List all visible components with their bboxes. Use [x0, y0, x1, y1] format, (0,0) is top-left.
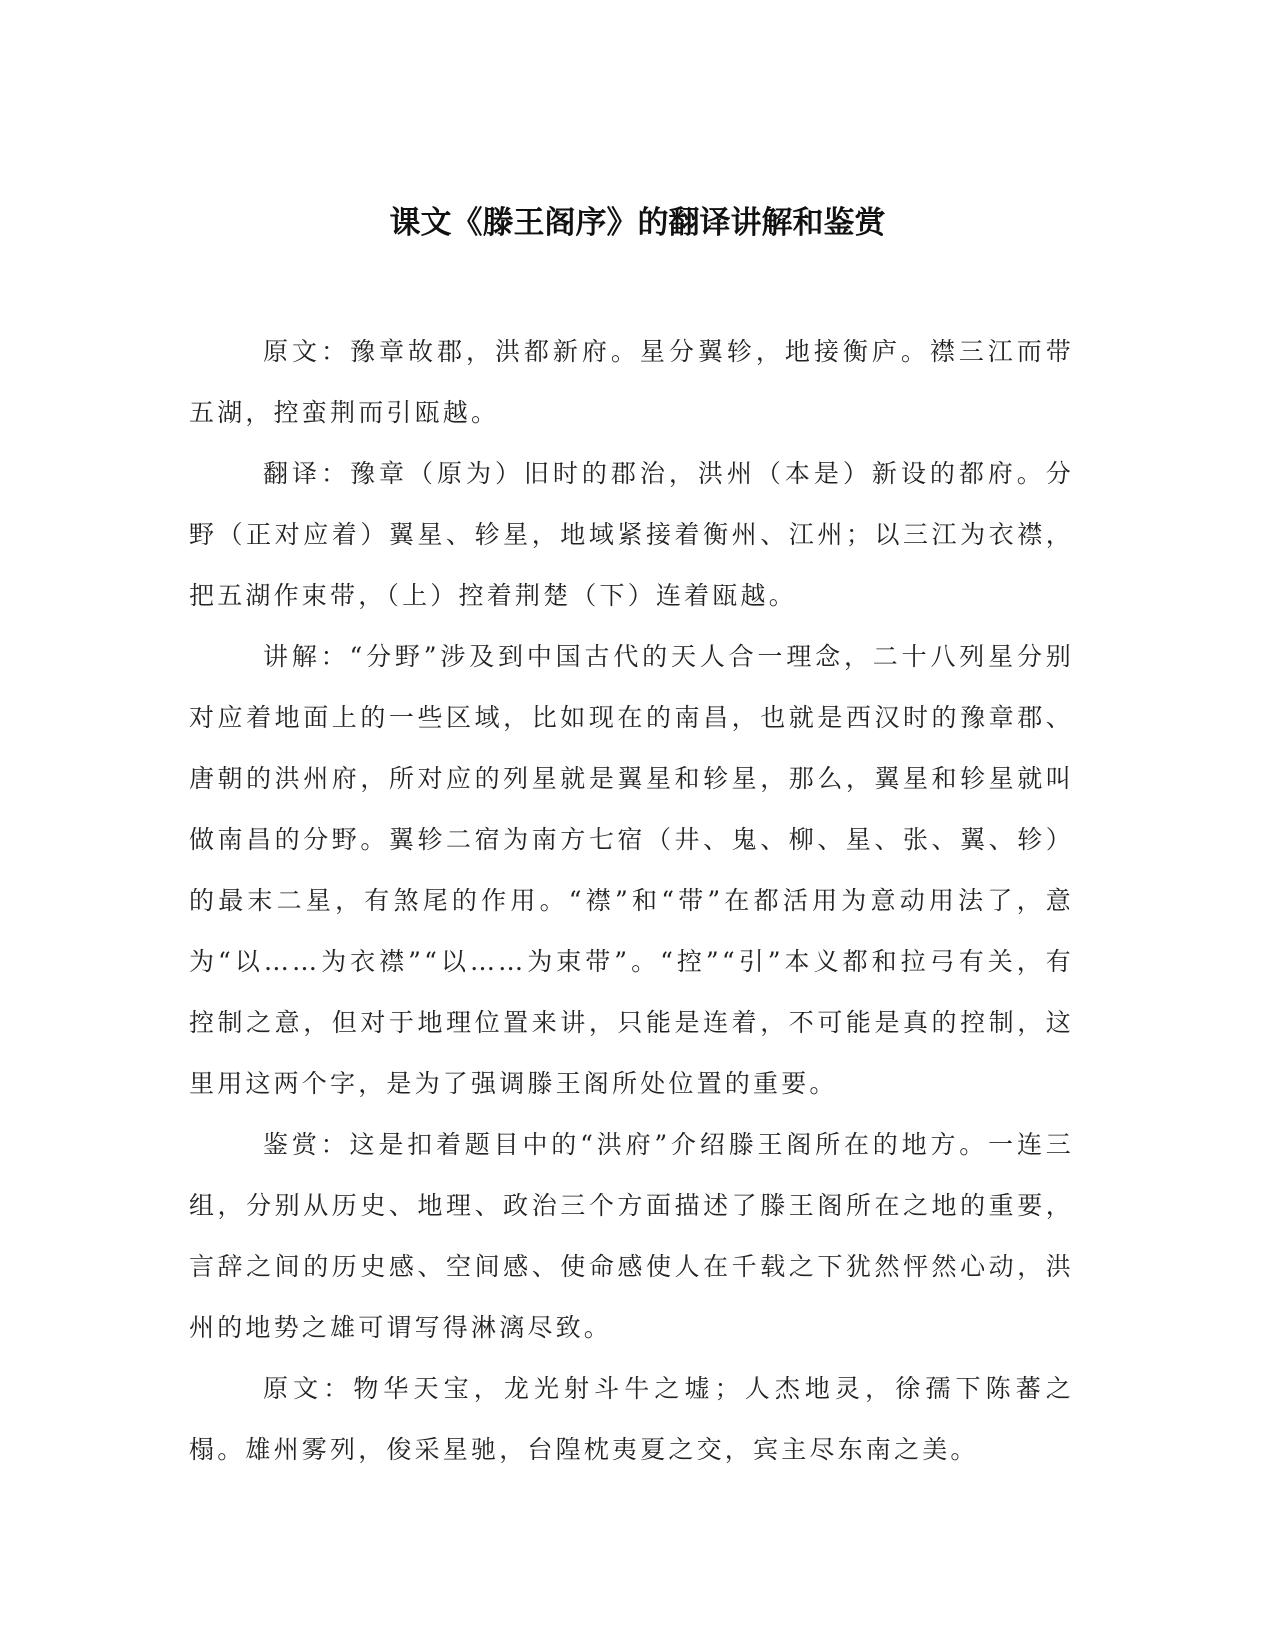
paragraph-original-text-2: 原文：物华天宝，龙光射斗牛之墟；人杰地灵，徐孺下陈蕃之榻。雄州雾列，俊采星驰，台隍枕夷夏之交，宾主尽东南之美。 — [189, 1374, 1074, 1464]
paragraph-translation: 翻译：豫章（原为）旧时的郡治，洪州（本是）新设的都府。分野（正对应着）翼星、轸星，地域紧接着衡州、江州；以三江为衣襟，把五湖作束带，（上）控着荆楚（下）连着瓯越。 — [189, 459, 1074, 610]
document-title: 课文《滕王阁序》的翻译讲解和鉴赏 — [389, 205, 886, 241]
paragraph-explanation: 讲解：“分野”涉及到中国古代的天人合一理念，二十八列星分别对应着地面上的一些区域，比如现在的南昌，也就是西汉时的豫章郡、唐朝的洪州府，所对应的列星就是翼星和轸星，那么，翼星和轸星就叫做南昌的分野。翼轸二宿为南方七宿（井、鬼、柳、星、张、翼、轸）的最末二星，有煞尾的作用。“襟”和“带”在都活用为意动用法了，意为“以……为衣襟”“以……为束带”。“控”“引”本义都和拉弓有关，有控制之意，但对于地理位置来讲，只能是连着，不可能是真的控制，这里用这两个字，是为了强调滕王阁所处位置的重要。 — [189, 642, 1074, 1098]
paragraph-appreciation: 鉴赏：这是扣着题目中的“洪府”介绍滕王阁所在的地方。一连三组，分别从历史、地理、政治三个方面描述了滕王阁所在之地的重要，言辞之间的历史感、空间感、使命感使人在千载之下犹然怦然心动，洪州的地势之雄可谓写得淋漓尽致。 — [189, 1130, 1074, 1342]
document-body — [189, 321, 1074, 1480]
paragraph-original-text-1: 原文：豫章故郡，洪都新府。星分翼轸，地接衡庐。襟三江而带五湖，控蛮荆而引瓯越。 — [189, 337, 1074, 427]
